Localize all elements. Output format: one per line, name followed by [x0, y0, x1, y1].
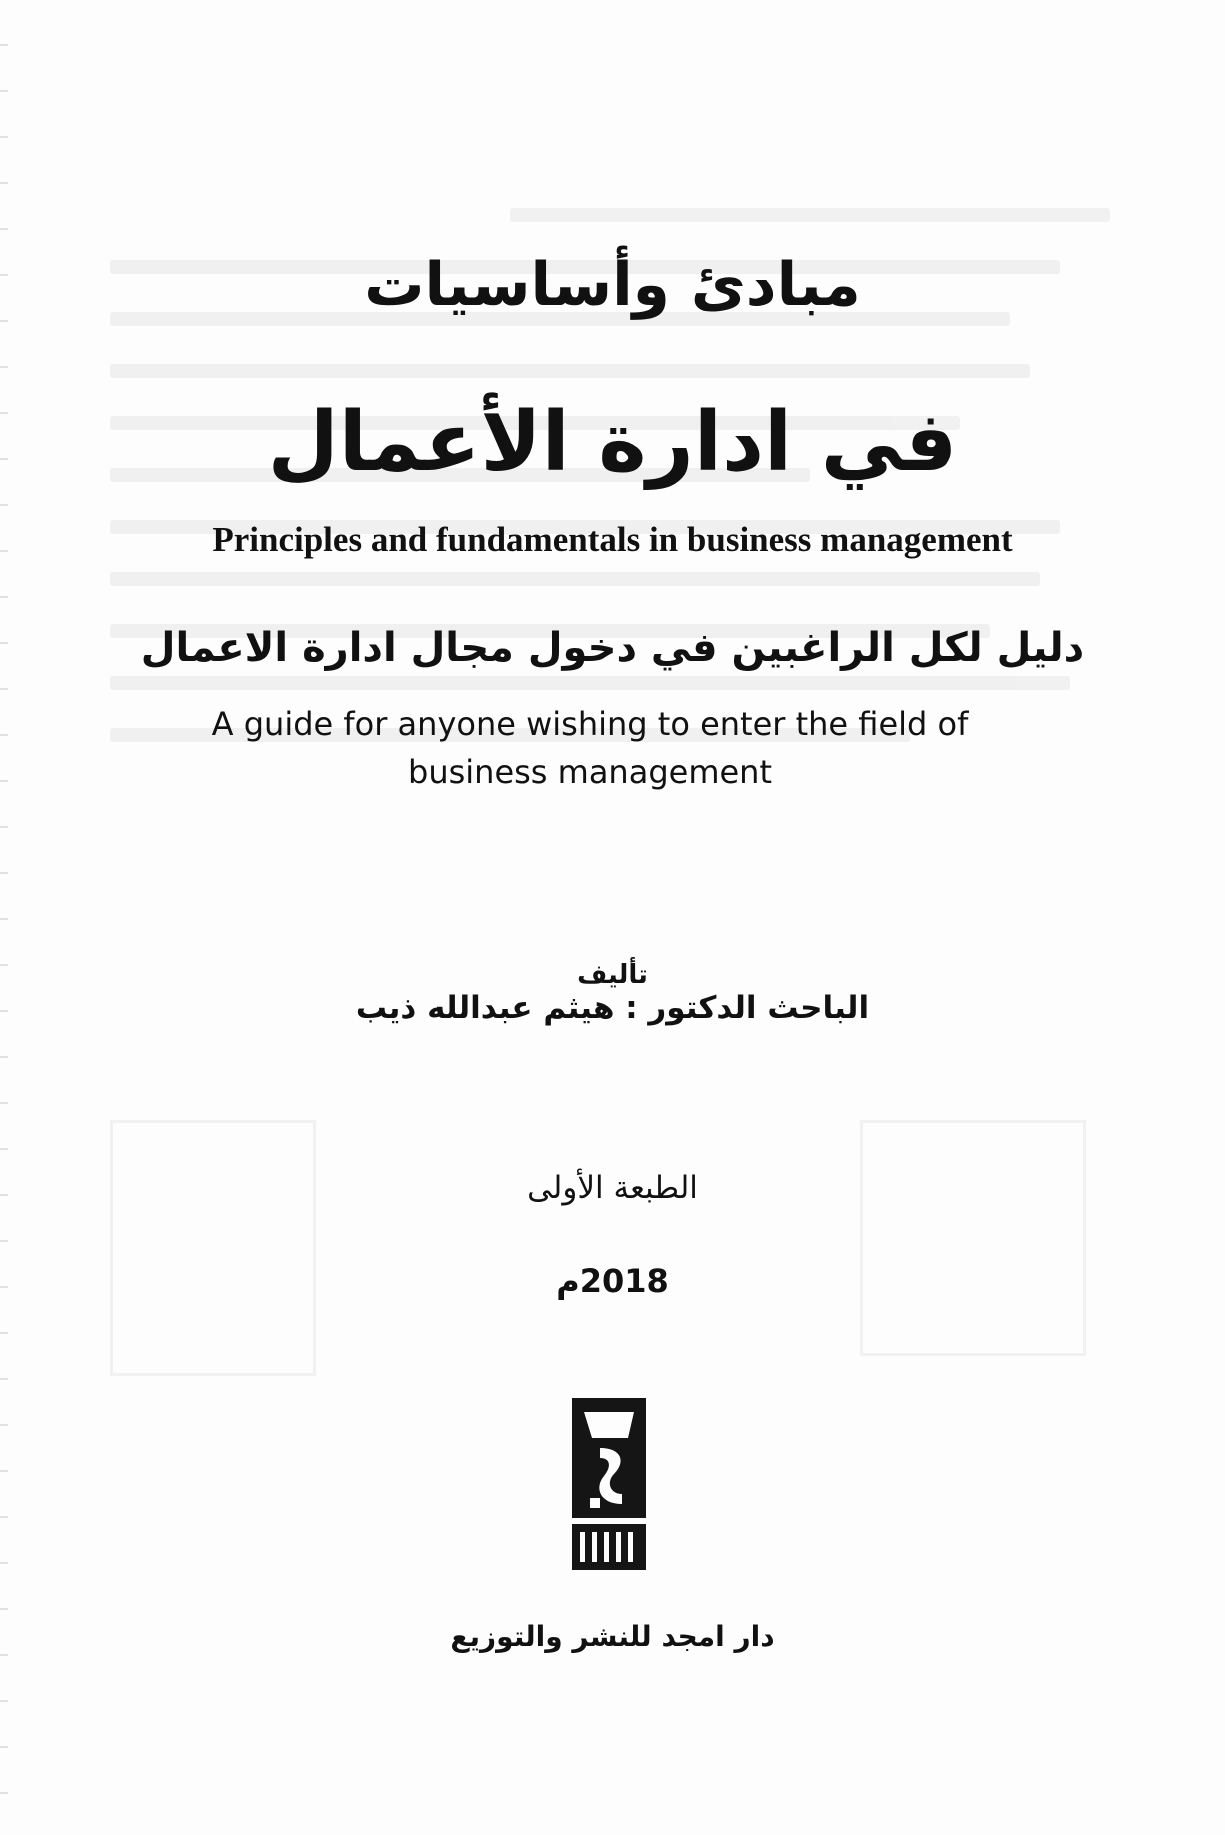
edition-label: الطبعة الأولى: [527, 1170, 698, 1206]
publication-year: 2018م: [556, 1262, 669, 1300]
author-name: الباحث الدكتور : هيثم عبدالله ذيب: [355, 990, 870, 1026]
title-arabic-line2: في ادارة الأعمال: [267, 395, 958, 490]
author-label: تأليف: [577, 960, 648, 990]
publisher-logo-icon: [570, 1398, 648, 1570]
title-english: Principles and fundamentals in business management: [212, 520, 1013, 559]
title-arabic-line1: مبادئ وأساسيات: [364, 250, 861, 320]
subtitle-arabic: دليل لكل الراغبين في دخول مجال ادارة الاعمال: [140, 625, 1085, 671]
publisher-name: دار امجد للنشر والتوزيع: [450, 1620, 775, 1653]
subtitle-english: A guide for anyone wishing to enter the field of business management: [211, 705, 969, 791]
